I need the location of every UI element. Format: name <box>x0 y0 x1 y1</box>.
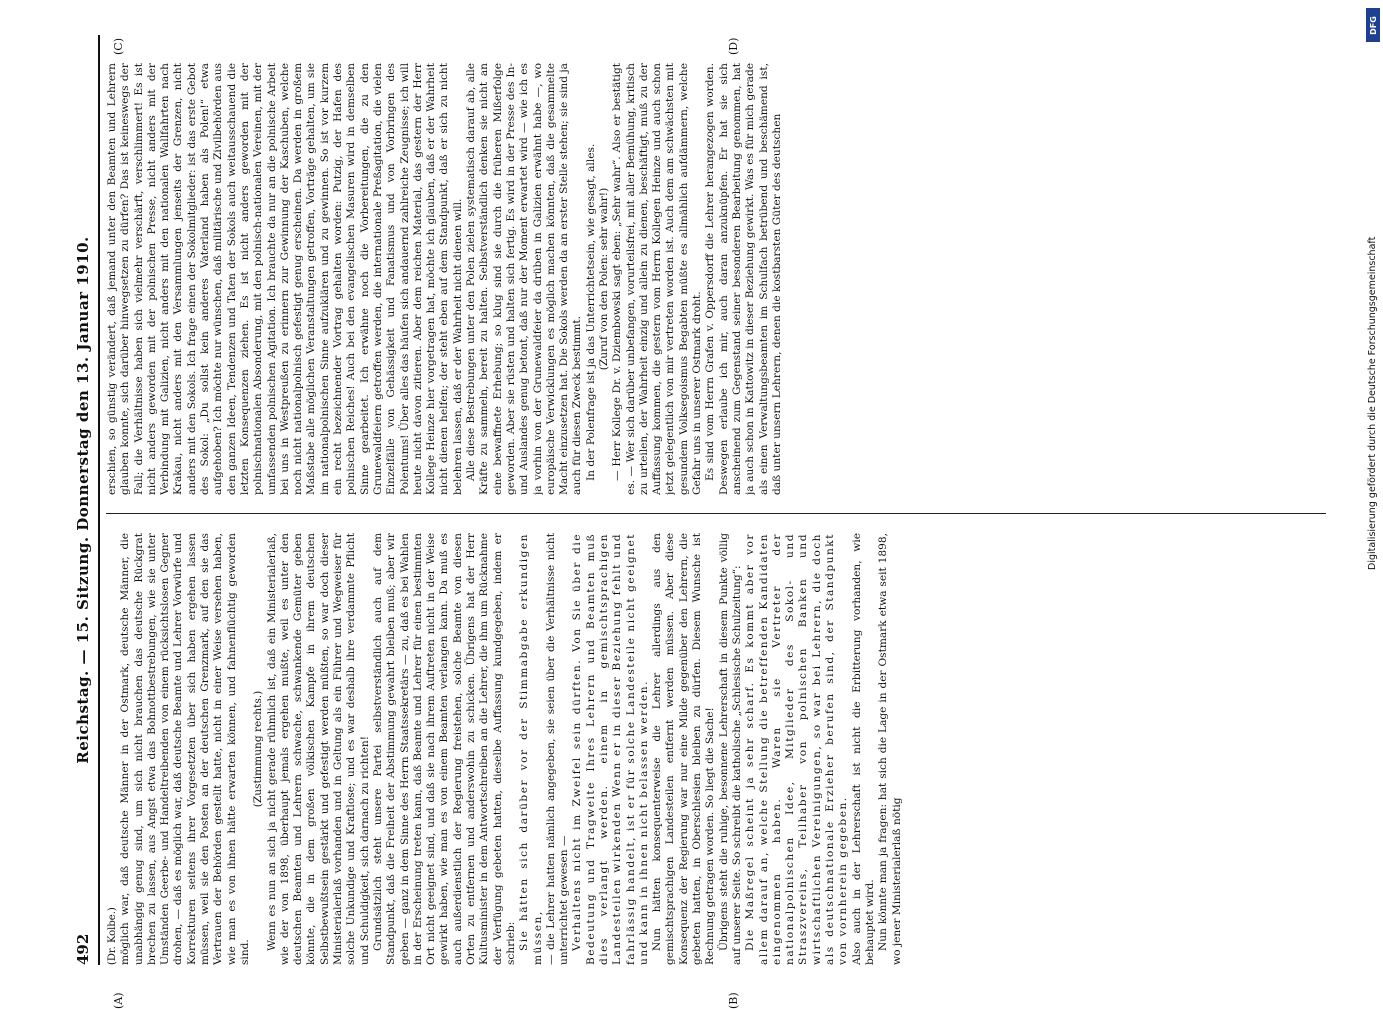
margin-mark-d: (D) <box>727 37 740 55</box>
page-number: 492 <box>74 933 92 965</box>
page-header <box>72 35 98 965</box>
quotation: Verhaltens nicht im Zweifel sein dürften. Von Sie über die Bedeutung und Tragweite Ihres Lehrern und Beamten muß dies verlangt werden. einem in gemischtsprachigen Landesteilen wirkenden Wenn er in dieser Beziehung fehlt und fahrlässig handelt, ist er für solche Landesteile nicht geeignet und kann in ihnen nicht belassen werden. <box>571 533 650 965</box>
right-column <box>106 63 1326 495</box>
digitization-note <box>1367 10 1377 570</box>
paragraph: Alle diese Bestrebungen unter den Polen zielen systematisch darauf ab, alle Kräfte zu sammeln, bereit zu halten. Selbstverständlich denken sie nicht an eine bewaffnete Erhebung; so klug sind sie durch die früheren Mißerfolge geworden. Aber sie rüsten und halten sich fertig. Es wird in der Presse des In- und Auslandes genug betont, daß nur der Moment erwartet wird — wie ich es ja vorhin von der Grunewaldfeier da drüben in Galizien erwähnt habe —, wo europäische Verwicklungen es möglich machen könnten, daß die gesammelte Macht einzusetzen hat. Die Sokols werden da an erster Stelle stehen; sie sind ja auch für diesen Zweck bestimmt. <box>465 63 584 495</box>
paragraph: Also auch in der Lehrerschaft ist nicht die Erbitterung vorhanden, wie behauptet wird. <box>850 533 876 965</box>
paragraph: In der Polenfrage ist ja das Unterrichtetsein, wie gesagt, alles. <box>584 143 597 481</box>
paragraph: erschien, so günstig verändert, daß jemand unter den Beamten und Lehrern glauben konnte, sich darüber hinwegsetzen zu dürfen? Das ist keineswegs der Fall; die Verhältnisse haben sich vielmehr verschärft, verschlimmert! Es ist nicht anders geworden mit der polnischen Presse, nicht anders mit der Verbindung mit Galizien, nicht anders mit den nationalen Wallfahrten nach Krakau, nicht anders mit den Versammlungen jenseits der Grenzen, nicht anders mit den Sokols. Ich frage einen der Sokolmitglieder: ist das erste Gebot des Sokol: „Du sollst kein anderes Vaterland haben als Polen!“ etwa aufgehoben? Ich möchte nur wünschen, daß militärische und Zivilbehörden aus den ganzen Ideen, Tendenzen und Taten der Sokols auch weitausschauend die letzten Konsequenzen ziehen. Es ist nicht anders geworden mit der polnischnationalen Absonderung, mit den polnisch-nationalen Vereinen, mit der umfassenden polnischen Agitation. Ich brauchte da nur an die polnische Arbeit bei uns in Westpreußen zu erinnern zur Gewinnung der Kaschuben, welche noch nicht nationalpolnisch gefestigt genug erscheinen. Da werden in großem Maßstabe alle möglichen Veranstaltungen getroffen, Vorträge gehalten, um sie im nationalpolnischen Sinne aufzuklären und zu gewinnen. So ist vor kurzem ein recht bezeichnender Vortrag gehalten worden: Putzig, der Hafen des polnischen Reiches! Auch bei den evangelischen Masuren wird in demselben Sinne gearbeitet. Ich erwähne noch die Vorbereitungen, die zu den Grunewaldfeiern getroffen werden, die internationale Preßagitation, die vielen Einzelfälle von Gehässigkeit und Fanatismus und von Vorbringen des Polentums! Über alles das häufen sich andauernd zahlreiche Zeugnisse; ich will heute nicht davon zitieren. Aber dem reichen Material, das gestern der Herr Kollege Heinze hier vorgetragen hat, möchte ich glauben, daß er der Wahrheit nicht dienen helfen; der steht eben auf dem Standpunkt, daß er sich zu nicht belehren lassen, daß er der Wahrheit nicht dienen will. <box>106 63 464 495</box>
paragraph: Es sind vom Herrn Grafen v. Oppersdorff die Lehrer herangezogen worden. Deswegen erlaube ich mir, auch daran anzuknüpfen. Er hat sie sich anscheinend zum Gegenstand seiner besonderen Bearbeitung genommen, hat ja auch schon in Kattowitz in dieser Beziehung gewirkt. Was es für mich gerade als einen Verwaltungsbeamten im Schulfach betrübend und beschämend ist, daß unter unsern Lehrern, denen die kostbarsten Güter des deutschen <box>704 63 783 495</box>
paragraph: Wenn es nun an sich ja nicht gerade rühmlich ist, daß ein Ministerialerlaß, wie der von 1898, überhaupt jemals ergehen mußte, weil es unter den deutschen Beamten und Lehrern schwache, schwankende Gemüter geben könnte, die in dem großen völkischen Kampfe in ihrem deutschen Selbstbewußtsein gestärkt und gefestigt werden müßten, so war doch dieser Ministerialerlaß vorhanden und in Geltung als ein Führer und Wegweiser für solche Unkundige und Kraftlose; und es war deshalb ihre verdammte Pflicht und Schuldigkeit, sich darnach zu richten! <box>265 533 371 965</box>
paragraph: — Herr Kollege Dr. v. Dziembowski sagt eben: „Sehr wahr“. Also er bestätigt es. — Wer sich darüber unbefangen, vorurteilsfrei, mit aller Bemühung, kritisch zu urteilen, der Wahrheit einzig und allein zu dienen, beschäftigt, muß zu der Auffassung kommen, die gestern vom Herrn Kollegen Heinze und auch schon jetzt gelegentlich von mir vertreten worden ist. Auch dem am schwächsten mit gesundem Volksegoismus Begabten müßte es allmählich aufdämmern, welche Gefahr uns in unserer Ostmark droht. <box>611 63 704 495</box>
paragraph: Grundsätzlich steht unsere Partei selbstverständlich auch auf dem Standpunkt, daß die Freiheit der Abstimmung gewahrt bleiben muß; aber wir geben — ganz in dem Sinne des Herrn Staatssekretärs — zu, daß es bei Wahlen in der Erscheinung treten kann, daß Beamte und Lehrer für einen bestimmten Ort nicht geeignet sind, und daß sie nach ihrem Auftreten nicht in der Weise gewirkt haben, wie man es von einem Beamten verlangen kann. Da muß es auch außerdienstlich der Regierung freistehen, solche Beamte von diesen Orten zu entfernen und anderswohin zu schicken. Übrigens hat der Herr Kultusminister in dem Antwortschreiben an die Lehrer, die ihm um Rücknahme der Verfügung gebeten hatten, dieselbe Auffassung kundgegeben, indem er schrieb: <box>371 533 517 965</box>
interjection: (Zustimmung rechts.) <box>252 690 265 808</box>
paragraph: Nun könnte man ja fragen: hat sich die Lage in der Ostmark etwa seit 1898, wo jener Ministerialerlaß nötig <box>877 533 903 965</box>
dfg-logo-text: DFG <box>1368 15 1378 35</box>
quotation: Sie hätten sich darüber vor der Stimmabgabe erkundigen müssen, <box>518 533 544 965</box>
margin-mark-a: (A) <box>112 992 125 1009</box>
dfg-logo <box>1366 8 1380 42</box>
left-column <box>106 533 1326 965</box>
paragraph: Übrigens steht die ruhige, besonnene Lehrerschaft in diesem Punkte völlig auf unserer Seite. So schreibt die katholische „Schlesische Schulzeitung“: <box>717 533 743 965</box>
digitization-note-text: Digitalisierung gefördert durch die Deutsche Forschungsgemeinschaft <box>1367 236 1378 570</box>
margin-mark-c: (C) <box>112 38 125 55</box>
interjection: (Zuruf von den Polen: sehr wahr!) <box>597 187 610 371</box>
rotated-page-content <box>72 35 1332 1009</box>
paragraph: — die Lehrer hatten nämlich angegeben, sie seien über die Verhältnisse nicht unterrichtet gewesen — <box>544 533 571 965</box>
speaker-label: (Dr. Kolbe.) <box>107 907 118 965</box>
quotation: Die Maßregel scheint ja sehr scharf. Es kommt aber vor allem darauf an, welche Stellung die betreffenden Kandidaten eingenommen haben. Waren sie Vertreter der nationalpolnischen Idee, Mitglieder des Sokol- und Straszvereins, Teilhaber von polnischen Banken und wirtschaftlichen Vereinigungen, so war bei Lehrern, die doch als deutschnationale Erzieher berufen sind, der Standpunkt von vornherein gegeben. <box>744 533 850 965</box>
header-rule <box>98 35 100 965</box>
paragraph: möglich war, daß deutsche Männer in der Ostmark, deutsche Männer, die unabhängig genug sind, um sich nicht brauchen das deutsche Rückgrat brechen zu lassen, aus Angst etwa das Bohnottbestrebungen, wie sie unter Umständen Geerbe- und Handeltreibenden von einem rücksichtslosen Gegner drohen, — daß es möglich war, daß deutsche Beamte und Lehrer Vorwürfe und Korrekturen seitens ihrer Vorgesetzten über sich haben ergehen lassen müssen, weil sie den Posten an der deutschen Grenzmark, auf den sie das Vertrauen der Behörden gestellt hatte, nicht in einer Weise versehen haben, wie man es von ihnen hätte erwarten können, und fahnenflüchtig geworden sind. <box>119 533 251 965</box>
margin-mark-b: (B) <box>727 992 740 1009</box>
paragraph: Nun hätten konsequenterweise die Lehrer allerdings aus den gemischtsprachigen Landesteilen entfernt werden müssen. Aber diese Konsequenz der Regierung war nur eine Milde gegenüber den Lehrern, die gebeten hatten, in Oberschlesien bleiben zu dürfen. Diesem Wunsche ist Rechnung getragen worden. So liegt die Sache! <box>651 533 717 965</box>
running-head: Reichstag. — 15. Sitzung. Donnerstag den 13. Januar 1910. <box>74 236 92 764</box>
column-divider <box>106 513 1326 514</box>
